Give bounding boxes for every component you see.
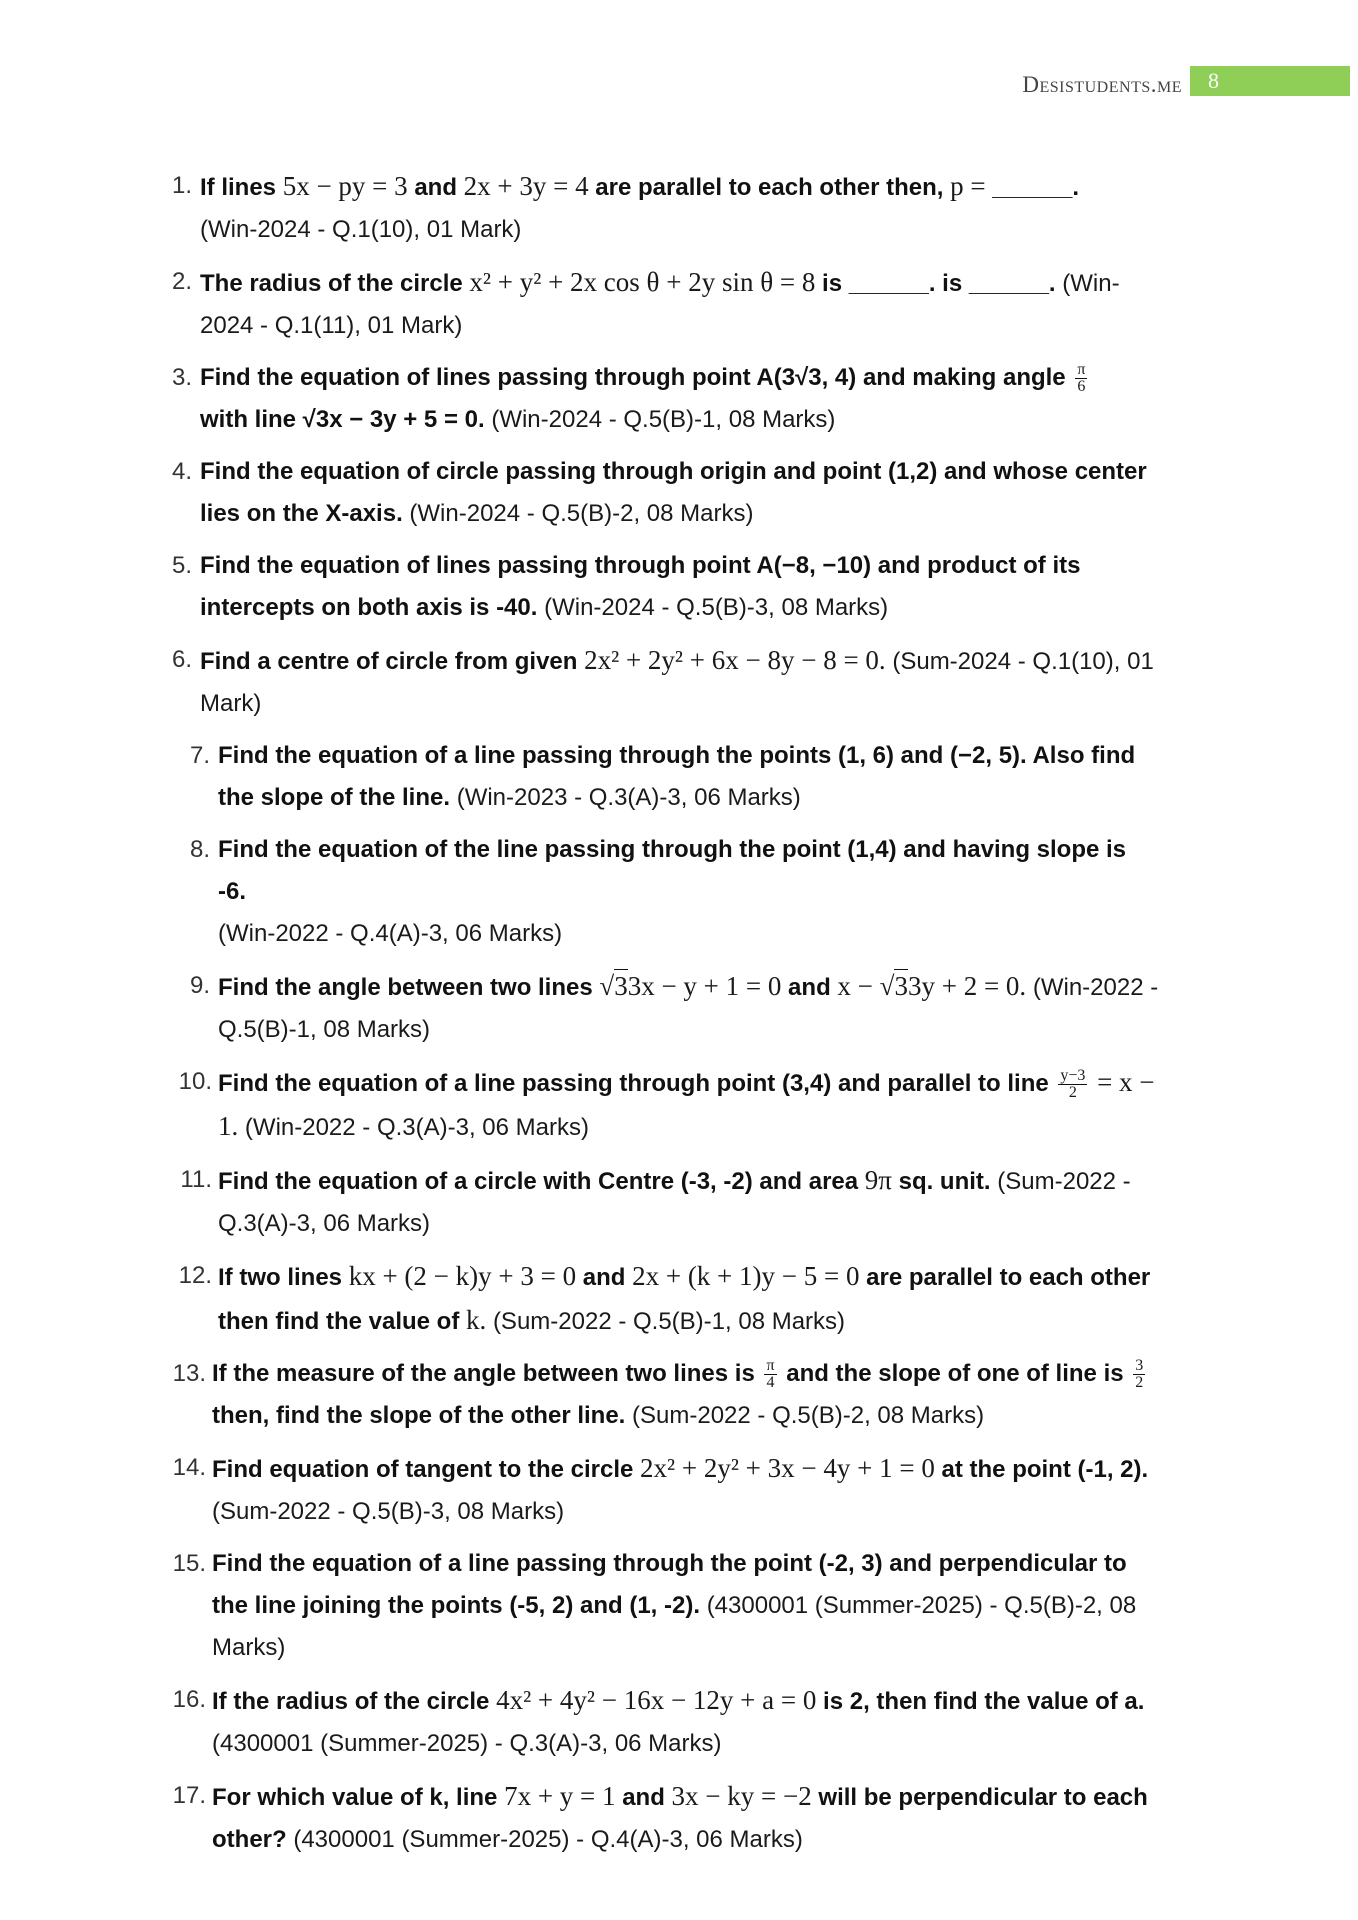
math-expression: √3 [879,971,908,1001]
math-expression: 7x + y = 1 [504,1781,616,1811]
math-expression: 2x² + 2y² + 3x − 4y + 1 = 0 [640,1453,935,1483]
math-expression: 2x + 3y = 4 [463,171,589,201]
question-item [0,1543,1160,1669]
blank: ______. [985,174,1079,201]
question-text: If the radius of the circle [212,1688,497,1715]
math-expression: kx + (2 − k)y + 3 = 0 [348,1261,577,1291]
question-item [0,639,1160,725]
question-text: and [781,974,838,1001]
math-expression: 4x² + 4y² − 16x − 12y + a = 0 [496,1685,817,1715]
question-item [0,451,1180,535]
math-expression: 2x + (k + 1)y − 5 = 0 [632,1261,860,1291]
question-text: Find the equation of a circle with Centre (-3, -2) and area [218,1168,865,1195]
question-reference: (4300001 (Summer-2025) - Q.5(B)-2, 08 Marks) [212,1592,1137,1661]
question-list [0,165,1358,1871]
math-expression: √3 [599,971,628,1001]
question-text: If lines [200,174,283,201]
question-text: The radius of the circle [200,270,470,297]
question-text: and [407,174,464,201]
question-item [0,1061,1160,1149]
math-expression: 9π [864,1165,892,1195]
question-reference: (Win-2022 - Q.3(A)-3, 06 Marks) [244,1114,589,1141]
question-text: Find the equation of circle passing through origin and point (1,2) and whose center lies on the X-axis. [200,458,1147,527]
question-text: Find the angle between two lines [218,974,600,1001]
question-reference: (Win-2023 - Q.3(A)-3, 06 Marks) [456,784,801,811]
question-reference: (Win-2022 - Q.4(A)-3, 06 Marks) [218,920,563,947]
question-item [0,1255,1160,1343]
math-expression: 2x² + 2y² + 6x − 8y − 8 = 0. [584,645,886,675]
question-item [0,965,1160,1051]
math-expression: x² + y² + 2x cos θ + 2y sin θ = 8 [469,267,816,297]
question-text: If two lines [218,1264,349,1291]
question-number: 7. [189,742,210,769]
math-expression: 5x − py = 3 [282,171,408,201]
question-text: Find the equation of the line passing through the point (1,4) and having slope is -6. [218,836,1127,905]
question-text: with line √3x − 3y + 5 = 0. [200,406,485,433]
question-number: 8. [189,836,210,863]
math-expression: 3x − ky = −2 [671,1781,812,1811]
question-text: will be perpendicular to each other? [212,1784,1148,1853]
question-number: 10. [178,1068,212,1095]
question-number: 5. [171,552,192,579]
question-number: 9. [189,972,210,999]
fraction: $\frac{3}{2}$ [1135,1357,1144,1392]
question-text: Find the equation of lines passing through point A(−8, −10) and product of its intercepts on both axis is -40. [200,552,1081,621]
page-header [0,66,1358,100]
question-item [0,1159,1160,1245]
question-item [0,165,1160,251]
question-item [0,1775,1160,1861]
question-text: are parallel to each other then, [588,174,951,201]
question-number: 12. [178,1262,212,1289]
math-expression: 3y + 2 = 0. [907,971,1027,1001]
question-item [0,829,1160,955]
question-number: 1. [171,172,192,199]
fraction: $\frac{\pi}{6}$ [1077,361,1086,396]
math-expression: k. [466,1305,487,1335]
question-number: 11. [180,1166,212,1193]
question-reference: (4300001 (Summer-2025) - Q.4(A)-3, 06 Marks) [293,1826,803,1853]
question-number: 15. [172,1550,206,1577]
question-reference: (Sum-2022 - Q.5(B)-2, 08 Marks) [632,1402,985,1429]
question-text: is 2, then find the value of a. [816,1688,1145,1715]
question-reference: (Win-2024 - Q.1(10), 01 Mark) [200,216,522,243]
question-reference: (Win-2024 - Q.5(B)-2, 08 Marks) [409,500,754,527]
site-name: Desistudents.me [1022,72,1182,97]
question-number: 14. [172,1454,206,1481]
question-number: 17. [172,1782,206,1809]
question-text: and the slope of one of line is [786,1360,1124,1387]
question-text: sq. unit. [891,1168,991,1195]
question-reference: (4300001 (Summer-2025) - Q.3(A)-3, 06 Marks) [212,1730,722,1757]
fraction: $\frac{\pi}{4}$ [766,1357,775,1392]
question-item [0,357,1160,441]
question-text: Find a centre of circle from given [200,648,585,675]
question-item [0,1447,1160,1533]
question-reference: (Sum-2022 - Q.3(A)-3, 06 Marks) [218,1168,1131,1237]
math-expression: 3x − y + 1 = 0 [627,971,782,1001]
question-text: If the measure of the angle between two lines is [212,1360,755,1387]
question-reference: (Win-2024 - Q.5(B)-1, 08 Marks) [491,406,836,433]
question-reference: (Win-2024 - Q.1(11), 01 Mark) [200,270,1120,339]
question-reference: (Sum-2022 - Q.5(B)-1, 08 Marks) [492,1308,846,1335]
question-reference: (Sum-2022 - Q.5(B)-3, 08 Marks) [212,1498,565,1525]
math-expression: x − [837,971,880,1001]
question-item [0,1353,1160,1437]
question-text: Find equation of tangent to the circle [212,1456,641,1483]
math-expression: p = [950,171,986,201]
question-text: Find the equation of a line passing through the point (-2, 3) and perpendicular to the line joining the points (-5, 2) and (1, -2). [212,1550,1127,1619]
question-reference: (Sum-2024 - Q.1(10), 01 Mark) [200,648,1154,717]
question-number: 6. [171,646,192,673]
question-item [0,261,1160,347]
question-number: 16. [172,1686,206,1713]
question-text: For which value of k, line [212,1784,505,1811]
question-text: then, find the slope of the other line. [212,1402,626,1429]
question-item [0,735,1160,819]
question-number: 3. [171,364,192,391]
question-text: Find the equation of lines passing through point A(3√3, 4) and making angle [200,364,1066,391]
math-expression: = x − 1. [218,1067,1155,1141]
fraction: $\frac{y-3}{2}$ [1060,1067,1086,1102]
question-number: 13. [172,1360,206,1387]
question-text: and [615,1784,672,1811]
question-reference: (Win-2024 - Q.5(B)-3, 08 Marks) [544,594,889,621]
question-reference: (Win-2022 - Q.5(B)-1, 08 Marks) [218,974,1159,1043]
page-number: 8 [1190,66,1350,96]
question-text: and [576,1264,633,1291]
question-text: is ______. [935,270,1063,297]
question-text: Find the equation of a line passing through point (3,4) and parallel to line [218,1070,1049,1097]
question-text: Find the equation of a line passing through the points (1, 6) and (−2, 5). Also find the slope of the line. [218,742,1136,811]
question-text: is ______. [815,270,936,297]
question-item [0,1679,1160,1765]
question-text: at the point (-1, 2). [934,1456,1149,1483]
question-item [0,545,1160,629]
question-number: 4. [171,458,192,485]
question-text: are parallel to each other then find the value of [218,1264,1151,1335]
question-number: 2. [171,268,192,295]
